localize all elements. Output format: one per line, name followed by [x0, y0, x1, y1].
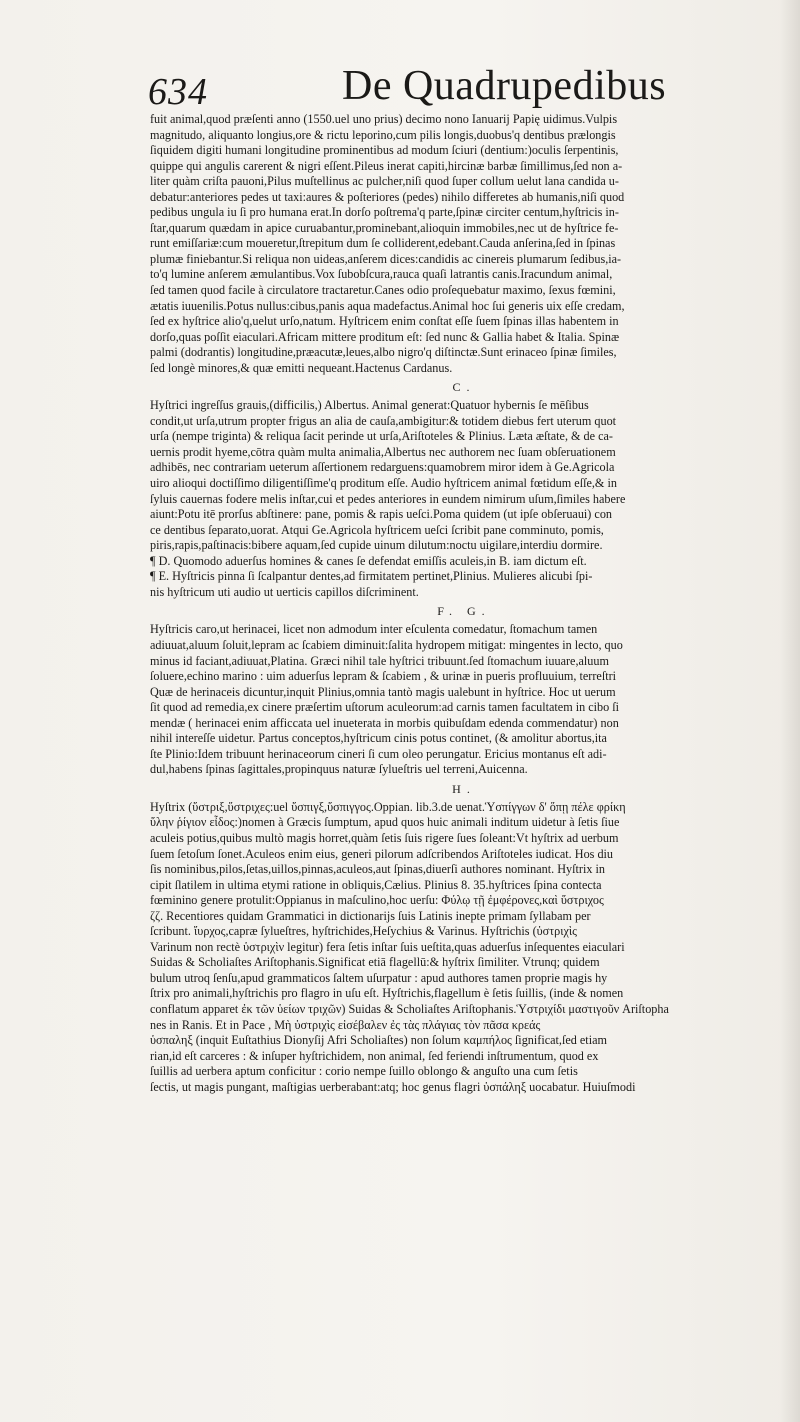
text-line: uiro alioqui doctiſſimo diligentiſſime'q proditum eſſe. Audio hyſtricem animal fœtidum eſſe,& in	[150, 476, 617, 491]
text-line: aiunt:Potu itē prorſus abſtinere: pane, pomis & rapis ueſci.Poma quidem (ut ipſe obſeruaui) con	[150, 507, 613, 522]
section-gap	[150, 1095, 778, 1099]
text-line: ſte Plinio:Idem tribuunt herinaceorum cineri ſi cum oleo perungatur. Ericius montanus eſt adi-	[150, 746, 607, 761]
text-line: runt emiſſariæ:cum moueretur,ſtrepitum dum ſe colliderent,edebant.Cauda anſerina,ſed in ſpinas	[150, 236, 616, 251]
text-line: ſoluere,echino marino : uim aduerſus lepram & ſcabiem , & urinæ in pueris profluuium, terreſtri	[150, 669, 617, 684]
text-line: ζζ. Recentiores quidam Grammatici in dictionarijs ſuis Latinis inepte primam ſyllabam per	[150, 908, 591, 923]
page-header	[148, 62, 772, 114]
text-line: ſuem ſetoſum ſonet.Aculeos enim eius, generi pilorum adſcribendos Ariſtoteles iudicat. Hos diu	[150, 846, 614, 861]
text-line: Hyſtricis caro,ut herinacei, licet non admodum inter eſculenta comedatur, ſtomachum tamen	[150, 622, 598, 637]
body-text	[150, 112, 778, 1099]
text-line: ὑσπαληξ (inquit Euſtathius Dionyſij Afri Scholiaſtes) non ſolum καμπήλος ſignificat,ſed etiam	[150, 1033, 607, 1048]
text-line: ce dentibus ſeparato,uorat. Atqui Ge.Agricola hyſtricem ueſci ſcribit pane comminuto, pomis,	[150, 522, 604, 537]
text-line: aculeis potius,quibus multò magis horret,quàm ſetis ſuis rigere ſues ſoleant:Vt hyſtrix ad uerbum	[150, 830, 619, 845]
text-line: ſed ex hyſtrice alio'q,uelut urſo,natum. Hyſtricem enim conſtat eſſe ſuem ſpinas illas habentem in	[150, 314, 619, 329]
text-line: ſyluis cauernas fodere melis inſtar,cui et pedes anteriores in eundem nimirum uſum,ſimiles habere	[150, 491, 626, 506]
text-line: piris,rapis,paſtinacis:bibere aquam,ſed cupide uinum dilutum:noctu uigilare,interdiu dormire.	[150, 538, 603, 553]
text-line: debatur:anteriores pedes ut taxi:aures & poſteriores (pedes) nihilo differetes ab humanis,niſi quod	[150, 189, 625, 204]
text-line: ſiquidem digiti humani longitudine prominentibus ad modum ſciuri (dentium:)oculis ſerpentinis,	[150, 143, 619, 158]
text-line: pedibus ungula iu ſi pro humana erat.In dorſo poſtrema'q parte,ſpinæ circiter centum,hyſtricis in-	[150, 205, 619, 220]
text-line: plumæ finiebantur.Si reliqua non uideas,anſerem dices:candidis ac cinereis plumarum ſedibus,ia-	[150, 251, 622, 266]
text-line: bulum utroq ſenſu,apud grammaticos ſaltem uſurpatur : apud authores tamen proprie magis hy	[150, 970, 608, 985]
text-line: palmi (dodrantis) longitudine,præacutæ,leues,albo nigro'q diſtinctæ.Sunt erinaceo ſpinæ ſimiles,	[150, 345, 617, 360]
page-number: 634	[148, 71, 208, 113]
text-line: nis hyſtricum uti audio ut uerticis capillos diſcriminent.	[150, 584, 419, 599]
text-line: Hyſtrici ingreſſus grauis,(difficilis,) Albertus. Animal generat:Quatuor hybernis ſe mēſibus	[150, 398, 589, 413]
text-line: ὕλην ῥίγιον εἶδος:)nomen à Græcis ſumptum, apud quos huic animali inditum uidetur à ſetis ſiue	[150, 815, 620, 830]
text-line: ſectis, ut magis pungant, maſtigias uerberabant:atq; hoc genus flagri ὑσπάληξ uocabatur. Huiuſmodi	[150, 1079, 636, 1094]
text-line: ſed tamen quod facile à circulatore tractaretur.Canes odio proſequebatur maximo, ſexus fœmini,	[150, 283, 616, 298]
page-spine-shadow	[780, 0, 800, 1422]
text-line: Hyſtrix (ὕστριξ,ὕστριχες:uel ὕσπιγξ,ὕσπιγγος.Oppian. lib.3.de uenat.Ὑσπίγγων δ' ὅπῃ πέλε φρίκη	[150, 799, 626, 814]
text-line: minus id faciant,adiuuat,Platina. Græci nihil tale hyſtrici tribuunt.ſed ſtomachum iuuare,aluum	[150, 653, 609, 668]
text-line: conflatum apparet ἐκ τῶν ὑείων τριχῶν) Suidas & Scholiaſtes Ariſtophanis.Ὑστριχίδι μαστιγοῦν Ariſtopha	[150, 1001, 669, 1016]
text-line: urſa (nempe triginta) & reliqua ſacit perinde ut urſa,Ariſtoteles & Plinius. Læta æſtate, & de ca-	[150, 429, 613, 444]
text-line: to'q lumine anſerem æmulantibus.Vox ſubobſcura,rauca quaſi latrantis canis.Iracundum animal,	[150, 267, 613, 282]
text-line: ſtrix pro animali,hyſtrichis pro flagro in uſu eſt. Hyſtrichis,flagellum è ſetis ſuillis, (inde & nomen	[150, 986, 624, 1001]
text-line: Quæ de herinaceis dicuntur,inquit Plinius,omnia tantò magis ualebunt in hyſtrice. Hoc ut uerum	[150, 684, 616, 699]
text-line: ſis nominibus,pilos,ſetas,uillos,pinnas,aculeos,aut ſpinas,diuerſi authores nominant. Hyſtrix in	[150, 862, 605, 877]
text-line: nes in Ranis. Et in Pace , Μὴ ὑστριχὶς εἰσέβαλεν ἐς τὰς πλάγιας τὸν πᾶσα κρεάς	[150, 1017, 541, 1032]
section-marker: F. G.	[437, 604, 491, 619]
text-line: ſuillis ad uerbera aptum conficitur : corio nempe ſuillo oblongo & anguſto una cum ſetis	[150, 1064, 578, 1079]
text-line: nihil intereſſe uidetur. Partus conceptos,hyſtricum cinis potus continet, (& amolitur abortus,ita	[150, 731, 607, 746]
section-marker: C.	[452, 380, 476, 395]
text-line: ſed longè minores,& quæ emitti nequeant.Hactenus Cardanus.	[150, 360, 453, 375]
text-line: ¶ D. Quomodo aduerſus homines & canes ſe defendat emiſſis aculeis,in B. iam dictum eſt.	[150, 553, 587, 568]
text-line: dorſo,quas poſſit eiaculari.Africam mittere proditum eſt: ſed nunc & Gallia habet & Italia. Spinæ	[150, 329, 620, 344]
text-line: ¶ E. Hyſtricis pinna ſi ſcalpantur dentes,ad firmitatem pertinet,Plinius. Mulieres alicubi ſpi-	[150, 569, 593, 584]
text-line: ætatis iuuenilis.Potus nullus:cibus,panis aqua madefactus.Animal hoc ſui generis uix eſſe credam,	[150, 298, 625, 313]
text-line: dul,habens ſpinas ſagittales,propinquus naturæ ſylueſtris uel terreni,Auicenna.	[150, 762, 528, 777]
text-line: liter quàm criſta pauoni,Pilus muſtellinus ac pulcher,niſi quod ſuper collum uelut lana candida u-	[150, 174, 619, 189]
text-line: fuit animal,quod præſenti anno (1550.uel uno prius) decimo nono Ianuarij Papię uidimus.Vulpis	[150, 112, 618, 126]
text-line: adhibēs, nec contrariam ueterum aſſertionem redarguens:quamobrem miror idem à Ge.Agricola	[150, 460, 615, 475]
text-line: mendæ ( herinacei enim afficcata uel inueterata in morbis quibuſdam edenda commendatur) non	[150, 715, 619, 730]
section-marker: H.	[452, 781, 476, 796]
text-line: quippe qui angulis carerent & nigri eſſent.Pileus inerat capiti,hircinæ barbæ ſimillimus,ſed non a-	[150, 158, 623, 173]
text-line: adiuuat,aluum ſoluit,lepram ac ſcabiem diminuit:ſalita hydropem mitigat: mingentes in lecto, quo	[150, 637, 623, 652]
text-line: Varinum non rectè ὑστριχὶν legitur) fera ſetis inſtar ſuis ueſtita,quas aduerſus inſequentes eiaculari	[150, 939, 625, 954]
text-line: magnitudo, aliquanto longius,ore & rictu leporino,cum pilis longis,duobus'q dentibus prælongis	[150, 127, 616, 142]
text-line: rian,id eſt carceres : & inſuper hyſtrichidem, non animal, ſed feriendi inſtrumentum, quod ex	[150, 1048, 599, 1063]
text-line: cipit ſlatilem in ultima etymi ratione in obliquis,Cælius. Plinius 8. 35.hyſtrices ſpina contecta	[150, 877, 602, 892]
text-line: Suidas & Scholiaſtes Ariſtophanis.Significat etiā flagellū:& hyſtrix ſimiliter. Vtrunq; quidem	[150, 955, 600, 970]
text-line: ſit quod ad remedia,ex cinere præſertim uſtorum aculeorum:ad carnis tamen facultatem in cibo ſi	[150, 700, 620, 715]
text-line: fœminino genere protulit:Oppianus in maſculino,hoc uerſu: Φύλῳ τῇ ἐμφέρονες,καὶ ὕστριχος	[150, 893, 604, 908]
text-line: condit,ut urſa,utrum propter frigus an alia de cauſa,ambigitur:& totidem diebus fert uterum quot	[150, 413, 617, 428]
text-line: ſcribunt. ἴυρχος,capræ ſylueſtres, hyſtrichides,Heſychius & Varinus. Hyſtrichis (ὑστριχὶς	[150, 924, 578, 939]
text-line: uernis prodit hyeme,cōtra quàm multa animalia,Albertus nec authorem nec ſuam obſeruationem	[150, 444, 616, 459]
running-title: De Quadrupedibus	[342, 63, 667, 109]
text-line: ſtar,quarum quædam in apice curuabantur,prominebant,alioquin immobiles,nec ut de hyſtrice fe-	[150, 220, 619, 235]
